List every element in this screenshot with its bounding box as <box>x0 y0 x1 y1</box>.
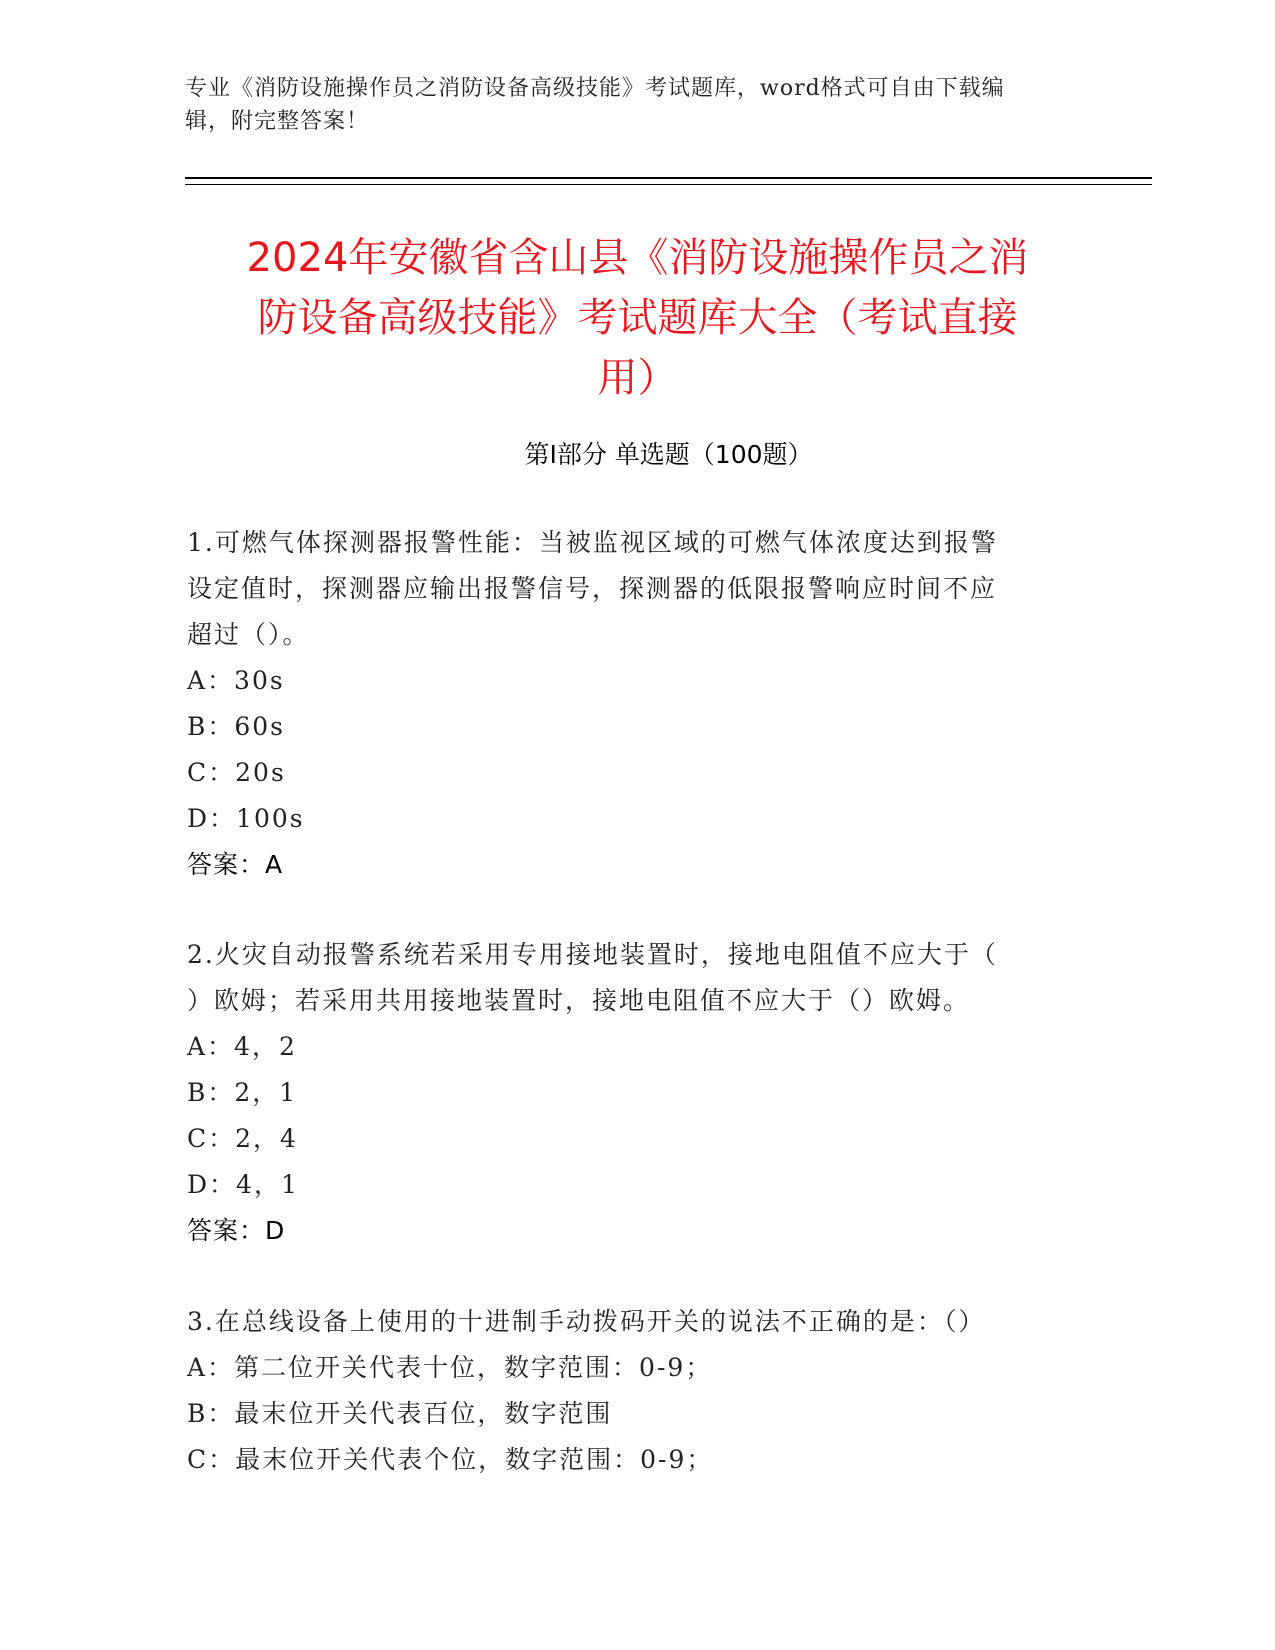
option-c: C：最末位开关代表个位，数字范围：0-9； <box>187 1445 714 1474</box>
document-title <box>160 228 1115 408</box>
header-divider-thin <box>185 184 1152 185</box>
header-divider-thick <box>185 177 1152 179</box>
option-d: D：4，1 <box>187 1170 299 1199</box>
question-stem-line: 2.火灾自动报警系统若采用专用接地装置时，接地电阻值不应大于（ <box>187 940 998 969</box>
section-heading: 第I部分 单选题（100题） <box>524 440 813 469</box>
option-a: A：第二位开关代表十位，数字范围：0-9； <box>187 1353 713 1382</box>
option-c: C：2，4 <box>187 1124 298 1153</box>
header-note-line: 专业《消防设施操作员之消防设备高级技能》考试题库，word格式可自由下载编 <box>185 76 1005 101</box>
question-stem-line: ）欧姆；若采用共用接地装置时，接地电阻值不应大于（）欧姆。 <box>187 986 971 1015</box>
question-stem-line: 1.可燃气体探测器报警性能：当被监视区域的可燃气体浓度达到报警 <box>187 528 998 557</box>
question-stem-line: 3.在总线设备上使用的十进制手动拨码开关的说法不正确的是：（） <box>187 1307 986 1336</box>
question-block <box>187 520 1057 888</box>
question-stem-line: 超过（）。 <box>187 620 310 649</box>
option-b: B：60s <box>187 712 286 741</box>
option-a: A：4，2 <box>187 1032 297 1061</box>
title-line: 防设备高级技能》考试题库大全（考试直接 <box>257 295 1018 341</box>
question-block <box>187 1299 1057 1483</box>
answer-line: 答案：A <box>187 850 284 879</box>
option-d: D：100s <box>187 804 305 833</box>
option-c: C：20s <box>187 758 286 787</box>
option-a: A：30s <box>187 666 285 695</box>
question-stem-line: 设定值时，探测器应输出报警信号，探测器的低限报警响应时间不应 <box>187 574 998 603</box>
header-note <box>185 72 1075 138</box>
header-note-line: 辑，附完整答案！ <box>185 109 370 134</box>
option-b: B：2，1 <box>187 1078 298 1107</box>
title-line: 2024年安徽省含山县《消防设施操作员之消 <box>246 235 1029 281</box>
question-block <box>187 932 1057 1254</box>
option-b: B：最末位开关代表百位，数字范围 <box>187 1399 613 1428</box>
answer-line: 答案：D <box>187 1216 286 1245</box>
title-line: 用） <box>597 355 678 401</box>
